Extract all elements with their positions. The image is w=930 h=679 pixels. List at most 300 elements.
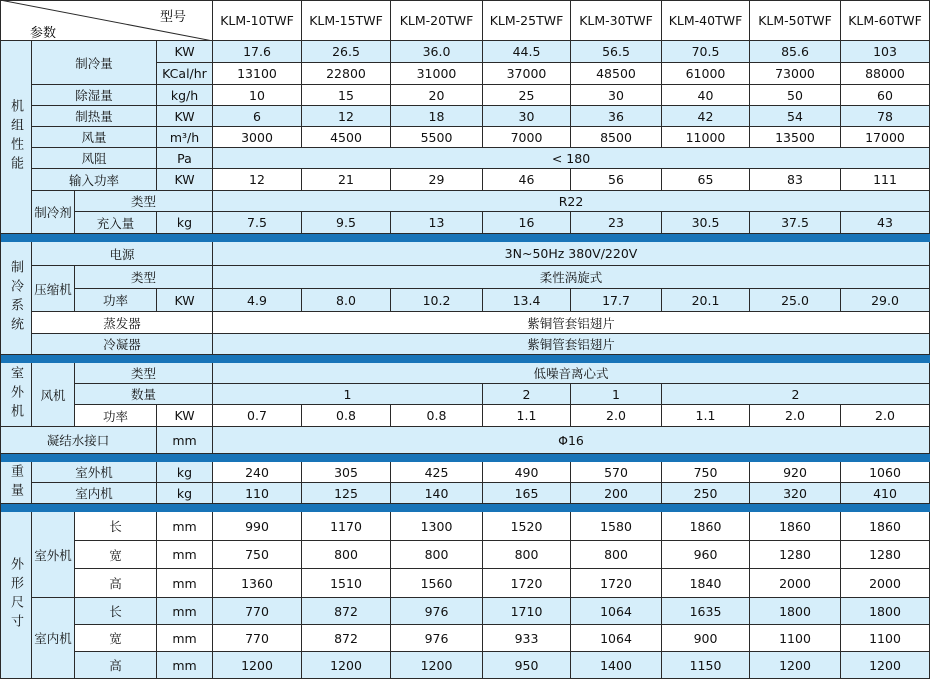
model-8	[841, 0, 930, 41]
weight-outdoor-3-text: 425	[424, 464, 449, 480]
refrigerant-label-text: 制冷剂	[34, 205, 72, 220]
cooling-kw-8	[841, 41, 930, 63]
dim-indoor-3-2-text: 1200	[330, 657, 362, 673]
dim-outdoor-2-6-text: 960	[693, 547, 718, 562]
cooling-kcal-8-text: 88000	[865, 66, 905, 81]
compressor-power-7-text: 25.0	[781, 292, 809, 308]
heating-7	[750, 106, 841, 127]
cooling-unit-kw-text: KW	[174, 44, 195, 59]
refrigerant-type-label	[75, 191, 213, 212]
cooling-kcal-5-text: 48500	[596, 66, 636, 81]
fan-power-7	[750, 405, 841, 427]
fan-power-6-text: 1.1	[695, 408, 716, 423]
fan-power-3	[391, 405, 483, 427]
heating-unit	[157, 106, 213, 127]
fan-power-label	[75, 405, 157, 427]
refrigerant-charge-7	[750, 212, 841, 234]
weight-indoor-4	[483, 483, 571, 504]
compressor-power-3	[391, 289, 483, 312]
heating-8	[841, 106, 930, 127]
airflow-2	[302, 127, 391, 148]
weight-outdoor-8	[841, 462, 930, 483]
fan-type-value	[213, 363, 930, 384]
dim-indoor-2-label-text: 宽	[109, 631, 122, 646]
power-supply-label-text: 电源	[109, 246, 135, 262]
heating-4-text: 30	[518, 108, 535, 124]
dim-indoor-3-7	[750, 652, 841, 679]
weight-outdoor-8-text: 1060	[869, 464, 901, 480]
weight-indoor-label	[32, 483, 157, 504]
cooling-kw-3	[391, 41, 483, 63]
weight-indoor-4-text: 165	[514, 485, 539, 501]
dim-outdoor-1-1-text: 990	[245, 518, 269, 534]
dim-indoor-1-4-text: 1710	[510, 603, 543, 619]
dim-outdoor-2-7	[750, 541, 841, 569]
power-supply-label	[32, 242, 213, 266]
weight-outdoor-6-text: 750	[693, 464, 718, 480]
weight-indoor-3-text: 140	[424, 485, 449, 501]
cooling-capacity-label-text: 制冷量	[75, 55, 113, 71]
dim-outdoor-2-label-text: 宽	[109, 547, 122, 563]
refrigerant-charge-5-text: 23	[608, 215, 624, 230]
dehumidify-8-text: 60	[877, 87, 893, 103]
compressor-type-value-text: 柔性涡旋式	[539, 270, 603, 285]
weight-indoor-6-text: 250	[693, 485, 718, 501]
dehumidify-label	[32, 85, 157, 106]
dim-outdoor-1-label-text: 长	[109, 519, 122, 534]
dim-indoor-3-4-text: 950	[514, 657, 539, 673]
dim-indoor-2-unit	[157, 625, 213, 652]
cooling-kcal-7	[750, 63, 841, 85]
fan-power-5-text: 2.0	[606, 408, 626, 423]
compressor-power-7	[750, 289, 841, 312]
refrigerant-charge-3	[391, 212, 483, 234]
airflow-5	[571, 127, 662, 148]
weight-outdoor-unit	[157, 462, 213, 483]
compressor-power-2	[302, 289, 391, 312]
dim-outdoor-1-1	[213, 512, 302, 541]
heating-8-text: 78	[877, 108, 893, 124]
compressor-power-8	[841, 289, 930, 312]
heating-label-text: 制热量	[75, 109, 113, 124]
cooling-kw-5-text: 56.5	[602, 44, 630, 59]
dim-outdoor-1-8-text: 1860	[869, 518, 901, 534]
dehumidify-4-text: 25	[518, 87, 535, 103]
group-dimensions-text: 外形尺寸	[8, 557, 23, 633]
compressor-power-1-text: 4.9	[247, 292, 267, 308]
refrigerant-charge-4-text: 16	[518, 215, 535, 230]
input-power-2	[302, 169, 391, 191]
cooling-kcal-8	[841, 63, 930, 85]
model-1-text: KLM-10TWF	[220, 12, 294, 28]
dim-indoor-3-unit	[157, 652, 213, 679]
compressor-power-2-text: 8.0	[336, 292, 356, 308]
fan-power-5	[571, 405, 662, 427]
drain-label	[0, 427, 157, 454]
cooling-kw-2-text: 26.5	[332, 44, 360, 59]
condenser-value	[213, 334, 930, 355]
dim-indoor-2-4	[483, 625, 571, 652]
dim-indoor-1-label	[75, 598, 157, 625]
param-label: 参数	[30, 26, 57, 41]
weight-outdoor-2-text: 305	[334, 464, 358, 480]
refrigerant-charge-6	[662, 212, 750, 234]
heating-7-text: 54	[787, 108, 803, 124]
dim-indoor-3-8	[841, 652, 930, 679]
compressor-label	[32, 266, 75, 312]
fan-type-value-text: 低噪音离心式	[533, 366, 609, 381]
airflow-6-text: 11000	[685, 129, 726, 145]
dim-indoor-1-label-text: 长	[109, 604, 122, 619]
dim-indoor-1-8-text: 1800	[869, 603, 901, 619]
dim-outdoor-2-3	[391, 541, 483, 569]
cooling-kw-7	[750, 41, 841, 63]
weight-outdoor-5	[571, 462, 662, 483]
refrigerant-charge-7-text: 37.5	[781, 215, 809, 230]
input-power-1	[213, 169, 302, 191]
input-power-unit	[157, 169, 213, 191]
dim-indoor-2-7	[750, 625, 841, 652]
fan-power-6	[662, 405, 750, 427]
refrigerant-type-label-text: 类型	[130, 194, 156, 209]
dim-outdoor-2-2	[302, 541, 391, 569]
fan-count-2	[483, 384, 571, 405]
dim-indoor-label-text: 室内机	[34, 631, 72, 646]
dim-outdoor-3-2	[302, 569, 391, 598]
cooling-kcal-2-text: 22800	[326, 66, 366, 81]
dim-outdoor-1-7	[750, 512, 841, 541]
refrigerant-charge-unit	[157, 212, 213, 234]
dim-outdoor-2-1-text: 750	[245, 547, 269, 562]
cooling-kw-8-text: 103	[873, 44, 897, 59]
resistance-label	[32, 148, 157, 169]
dim-outdoor-2-7-text: 1280	[779, 547, 811, 562]
dim-indoor-2-4-text: 933	[514, 630, 539, 646]
compressor-power-4	[483, 289, 571, 312]
dim-outdoor-3-7	[750, 569, 841, 598]
refrigerant-charge-8	[841, 212, 930, 234]
compressor-power-6	[662, 289, 750, 312]
group-outdoor-unit-text: 室外机	[8, 366, 23, 423]
weight-indoor-2-text: 125	[334, 485, 358, 501]
refrigerant-charge-5	[571, 212, 662, 234]
dehumidify-6-text: 40	[697, 87, 714, 103]
model-4-text: KLM-25TWF	[489, 12, 564, 28]
section-divider	[0, 504, 930, 512]
dim-outdoor-1-4	[483, 512, 571, 541]
weight-indoor-8-text: 410	[873, 485, 897, 501]
airflow-4	[483, 127, 571, 148]
weight-indoor-7	[750, 483, 841, 504]
input-power-4-text: 46	[518, 172, 535, 187]
heating-2	[302, 106, 391, 127]
airflow-unit	[157, 127, 213, 148]
cooling-kw-2	[302, 41, 391, 63]
model-6-text: KLM-40TWF	[668, 12, 743, 28]
dim-indoor-3-3-text: 1200	[420, 657, 453, 673]
heating-5	[571, 106, 662, 127]
model-6	[662, 0, 750, 41]
dim-indoor-2-2	[302, 625, 391, 652]
dim-indoor-2-6-text: 900	[693, 630, 718, 646]
dim-indoor-3-8-text: 1200	[869, 657, 901, 673]
dim-outdoor-3-2-text: 1510	[330, 575, 362, 591]
drain-value-text: Φ16	[558, 432, 584, 448]
compressor-label-text: 压缩机	[34, 281, 72, 297]
dim-indoor-2-3-text: 976	[424, 630, 449, 646]
fan-power-2-text: 0.8	[336, 408, 356, 423]
fan-power-1	[213, 405, 302, 427]
cooling-kcal-1	[213, 63, 302, 85]
dim-indoor-2-6	[662, 625, 750, 652]
evaporator-value-text: 紫铜管套铝翅片	[527, 315, 615, 331]
dim-indoor-1-5	[571, 598, 662, 625]
dim-indoor-3-5	[571, 652, 662, 679]
weight-indoor-6	[662, 483, 750, 504]
heating-6	[662, 106, 750, 127]
compressor-power-4-text: 13.4	[512, 292, 541, 308]
dim-indoor-3-1	[213, 652, 302, 679]
cooling-kcal-2	[302, 63, 391, 85]
dim-indoor-1-1-text: 770	[245, 603, 269, 619]
fan-power-4-text: 1.1	[516, 408, 537, 423]
model-7-text: KLM-50TWF	[758, 12, 832, 28]
dehumidify-unit-text: kg/h	[170, 87, 199, 103]
cooling-unit-kcal	[157, 63, 213, 85]
drain-value	[213, 427, 930, 454]
dehumidify-unit	[157, 85, 213, 106]
cooling-kcal-5	[571, 63, 662, 85]
compressor-power-unit-text: KW	[174, 292, 195, 308]
fan-count-1	[213, 384, 483, 405]
model-8-text: KLM-60TWF	[848, 12, 922, 28]
dim-outdoor-3-3	[391, 569, 483, 598]
cooling-kcal-4	[483, 63, 571, 85]
dim-outdoor-2-unit	[157, 541, 213, 569]
fan-label-text: 风机	[40, 387, 66, 403]
airflow-7-text: 13500	[775, 129, 815, 145]
fan-count-2-text: 2	[522, 386, 531, 402]
dim-indoor-1-6-text: 1635	[689, 603, 722, 619]
dim-outdoor-2-1	[213, 541, 302, 569]
evaporator-label-text: 蒸发器	[103, 315, 141, 331]
dehumidify-1	[213, 85, 302, 106]
fan-count-label-text: 数量	[130, 387, 156, 402]
input-power-1-text: 12	[249, 172, 265, 187]
fan-count-label	[75, 384, 213, 405]
dim-outdoor-2-label	[75, 541, 157, 569]
model-5-text: KLM-30TWF	[579, 12, 653, 28]
dim-indoor-1-unit-text: mm	[172, 603, 197, 619]
dim-outdoor-1-5-text: 1580	[600, 518, 632, 534]
input-power-5-text: 56	[608, 172, 624, 187]
dim-outdoor-1-6	[662, 512, 750, 541]
heating-2-text: 12	[338, 108, 354, 124]
airflow-label-text: 风量	[81, 130, 107, 145]
weight-indoor-5	[571, 483, 662, 504]
dim-indoor-1-2-text: 872	[334, 603, 358, 619]
dim-indoor-1-7	[750, 598, 841, 625]
airflow-4-text: 7000	[510, 129, 543, 145]
model-5	[571, 0, 662, 41]
input-power-7-text: 83	[787, 172, 803, 187]
model-3-text: KLM-20TWF	[399, 12, 474, 28]
dim-indoor-3-7-text: 1200	[779, 657, 811, 673]
dim-indoor-2-2-text: 872	[334, 630, 358, 646]
dehumidify-7	[750, 85, 841, 106]
compressor-power-label	[75, 289, 157, 312]
compressor-power-5-text: 17.7	[602, 292, 630, 308]
dim-indoor-2-1-text: 770	[245, 630, 269, 646]
fan-power-7-text: 2.0	[785, 408, 805, 423]
dim-indoor-3-6-text: 1150	[689, 657, 722, 673]
cooling-kw-1	[213, 41, 302, 63]
cooling-kw-5	[571, 41, 662, 63]
dim-outdoor-3-6	[662, 569, 750, 598]
heating-label	[32, 106, 157, 127]
weight-outdoor-unit-text: kg	[176, 464, 193, 480]
dim-outdoor-1-2	[302, 512, 391, 541]
compressor-power-5	[571, 289, 662, 312]
drain-unit	[157, 427, 213, 454]
weight-indoor-3	[391, 483, 483, 504]
dim-outdoor-1-unit-text: mm	[172, 518, 197, 534]
fan-power-4	[483, 405, 571, 427]
airflow-8-text: 17000	[865, 129, 905, 145]
dim-indoor-1-8	[841, 598, 930, 625]
refrigerant-charge-2-text: 9.5	[336, 215, 356, 230]
refrigerant-charge-label	[75, 212, 157, 234]
dehumidify-5-text: 30	[608, 87, 624, 103]
dim-outdoor-2-5-text: 800	[604, 547, 628, 562]
dim-outdoor-1-4-text: 1520	[510, 518, 543, 534]
weight-indoor-label-text: 室内机	[75, 486, 113, 501]
cooling-kw-4-text: 44.5	[512, 44, 541, 59]
fan-power-8-text: 2.0	[875, 408, 895, 423]
compressor-power-6-text: 20.1	[691, 292, 720, 308]
fan-type-label	[75, 363, 213, 384]
dim-indoor-3-3	[391, 652, 483, 679]
dim-outdoor-3-label	[75, 569, 157, 598]
input-power-label-text: 输入功率	[68, 172, 119, 188]
dim-outdoor-1-7-text: 1860	[779, 518, 811, 534]
weight-indoor-8	[841, 483, 930, 504]
evaporator-label	[32, 312, 213, 334]
refrigerant-type-value	[213, 191, 930, 212]
dim-indoor-3-label-text: 高	[109, 658, 122, 673]
group-dimensions	[0, 512, 32, 679]
airflow-label	[32, 127, 157, 148]
dim-outdoor-2-2-text: 800	[334, 547, 358, 562]
cooling-kcal-3	[391, 63, 483, 85]
dim-indoor-1-2	[302, 598, 391, 625]
refrigerant-charge-8-text: 43	[877, 215, 893, 230]
cooling-kcal-6-text: 61000	[685, 66, 726, 81]
input-power-2-text: 21	[338, 172, 354, 187]
heating-1	[213, 106, 302, 127]
drain-unit-text: mm	[172, 432, 197, 448]
heating-5-text: 36	[608, 108, 624, 124]
resistance-label-text: 风阻	[81, 151, 107, 166]
model-4	[483, 0, 571, 41]
weight-outdoor-1	[213, 462, 302, 483]
dehumidify-6	[662, 85, 750, 106]
compressor-type-label-text: 类型	[130, 270, 156, 285]
cooling-kcal-1-text: 13100	[237, 66, 277, 81]
condenser-label	[32, 334, 213, 355]
compressor-power-1	[213, 289, 302, 312]
dim-indoor-2-unit-text: mm	[172, 630, 197, 646]
group-outdoor-unit	[0, 363, 32, 427]
dim-outdoor-3-unit-text: mm	[172, 575, 197, 591]
power-supply-value	[213, 242, 930, 266]
fan-power-unit-text: KW	[174, 408, 195, 423]
fan-count-3-text: 1	[612, 386, 620, 402]
dim-indoor-1-1	[213, 598, 302, 625]
resistance-unit	[157, 148, 213, 169]
weight-outdoor-label	[32, 462, 157, 483]
dim-indoor-2-3	[391, 625, 483, 652]
model-1	[213, 0, 302, 41]
weight-indoor-1-text: 110	[245, 485, 269, 501]
fan-label	[32, 363, 75, 427]
cooling-kw-6	[662, 41, 750, 63]
dim-outdoor-3-5	[571, 569, 662, 598]
cooling-kcal-7-text: 73000	[775, 66, 815, 81]
weight-outdoor-4-text: 490	[514, 464, 539, 480]
dim-outdoor-1-5	[571, 512, 662, 541]
airflow-unit-text: m³/h	[169, 129, 200, 145]
dim-outdoor-3-6-text: 1840	[689, 575, 722, 591]
dim-indoor-3-4	[483, 652, 571, 679]
dehumidify-5	[571, 85, 662, 106]
heating-1-text: 6	[253, 108, 261, 124]
dim-outdoor-label	[32, 512, 75, 598]
weight-outdoor-label-text: 室外机	[75, 465, 113, 480]
airflow-8	[841, 127, 930, 148]
dim-indoor-3-label	[75, 652, 157, 679]
compressor-power-3-text: 10.2	[422, 292, 451, 308]
condenser-label-text: 冷凝器	[103, 337, 141, 352]
dim-indoor-1-7-text: 1800	[779, 603, 811, 619]
refrigerant-charge-1-text: 7.5	[247, 215, 267, 230]
input-power-8-text: 111	[873, 172, 897, 187]
section-divider	[0, 234, 930, 242]
dim-indoor-1-6	[662, 598, 750, 625]
dehumidify-1-text: 10	[249, 87, 265, 103]
dim-outdoor-3-label-text: 高	[109, 576, 122, 591]
cooling-kw-1-text: 17.6	[243, 44, 271, 59]
weight-outdoor-4	[483, 462, 571, 483]
compressor-power-unit	[157, 289, 213, 312]
model-2-text: KLM-15TWF	[309, 12, 383, 28]
fan-count-1-text: 1	[343, 386, 352, 402]
section-divider	[0, 454, 930, 462]
fan-power-unit	[157, 405, 213, 427]
dim-indoor-3-unit-text: mm	[172, 657, 197, 673]
cooling-kw-6-text: 70.5	[691, 44, 720, 59]
airflow-5-text: 8500	[600, 129, 632, 145]
fan-power-2	[302, 405, 391, 427]
dim-outdoor-1-unit	[157, 512, 213, 541]
fan-power-1-text: 0.7	[247, 408, 267, 423]
dim-indoor-3-1-text: 1200	[241, 657, 273, 673]
fan-power-label-text: 功率	[102, 408, 128, 424]
header-diagonal	[0, 0, 213, 41]
dim-indoor-2-8-text: 1100	[869, 630, 901, 646]
group-unit-performance-text: 机组性能	[8, 99, 23, 175]
refrigerant-charge-4	[483, 212, 571, 234]
